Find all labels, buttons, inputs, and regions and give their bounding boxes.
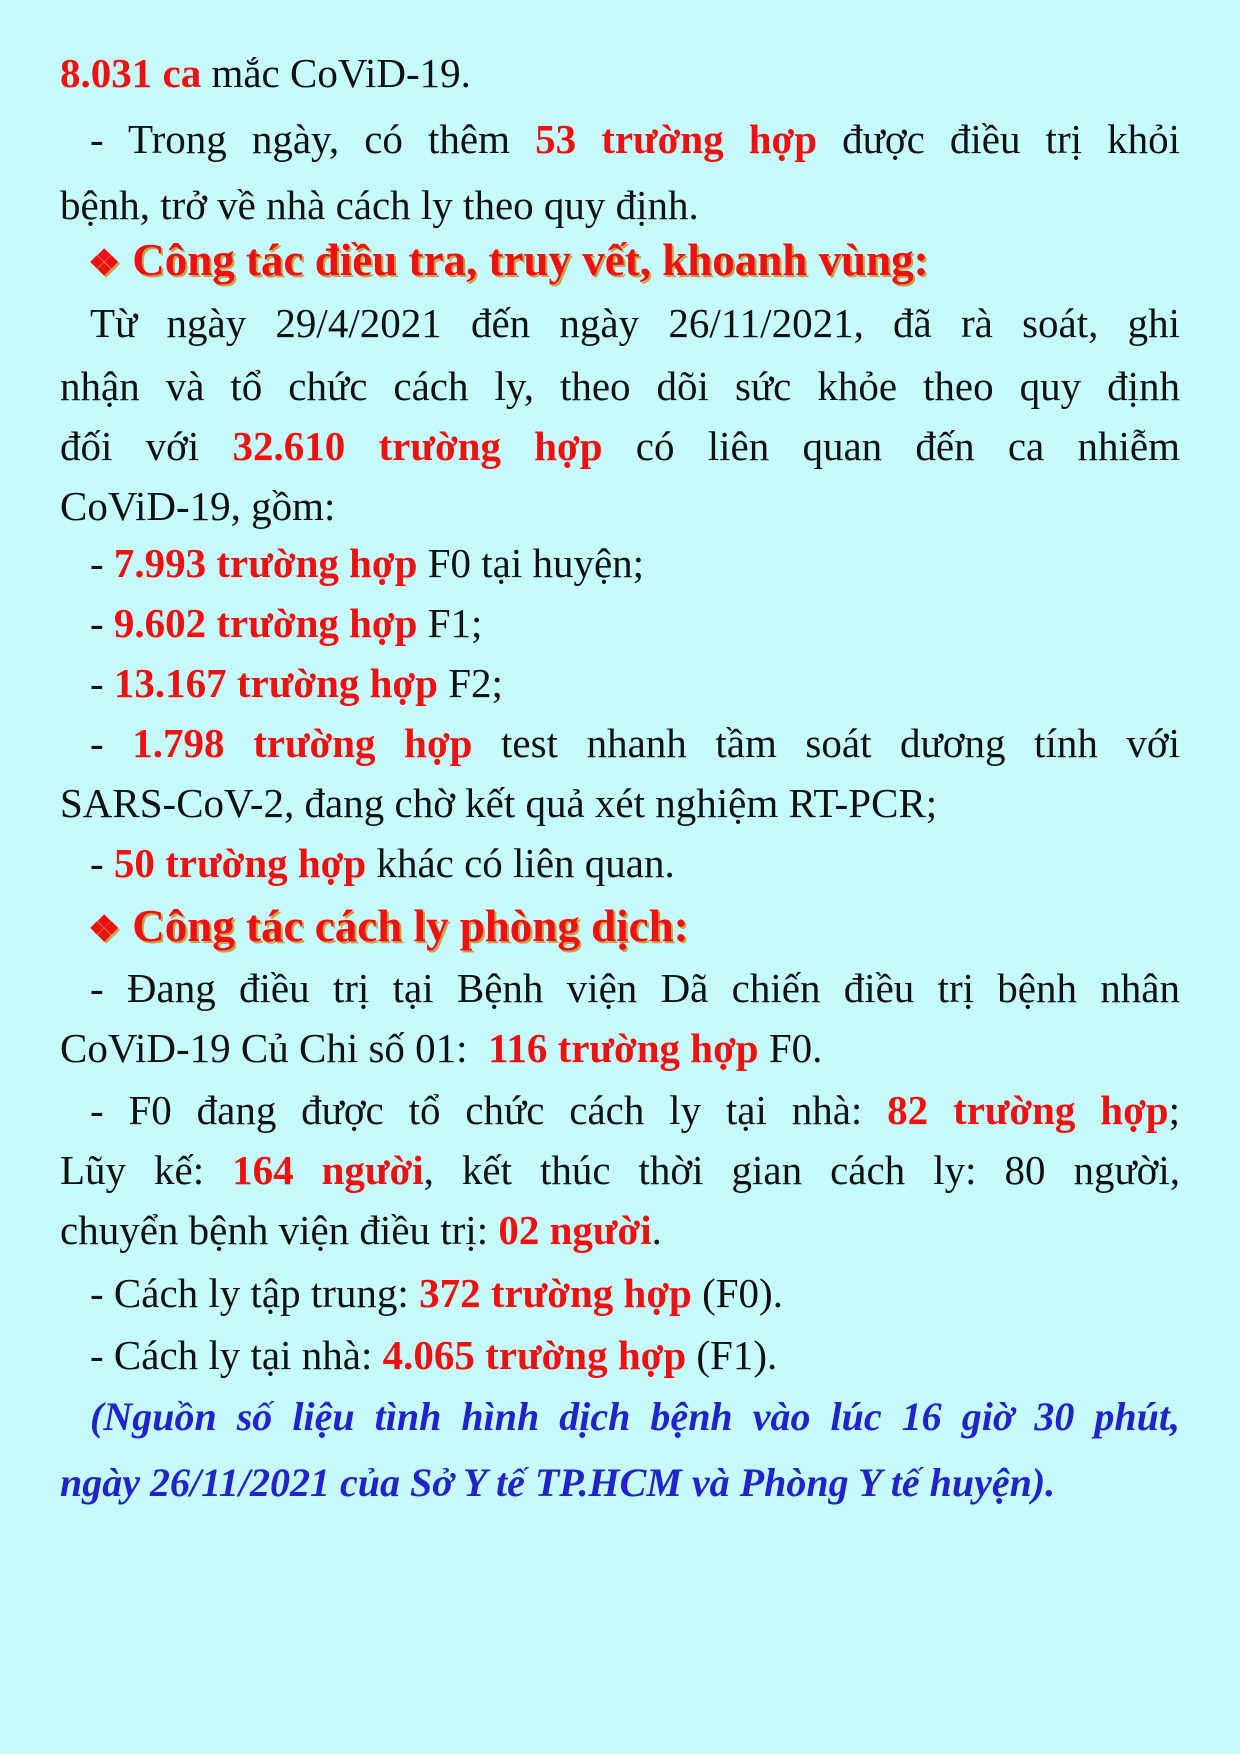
list-item bbox=[60, 650, 1180, 716]
tracing-line-3 bbox=[60, 413, 1180, 479]
isolation-line-5 bbox=[60, 1197, 1180, 1263]
isolation-line-2 bbox=[60, 1015, 1180, 1081]
isolation-text: (F1). bbox=[686, 1332, 778, 1378]
isolation-line-4 bbox=[60, 1137, 1180, 1203]
item-count: 9.602 trường hợp bbox=[113, 600, 418, 646]
intro-line-1 bbox=[60, 40, 1180, 106]
hospital-f0-count: 116 trường hợp bbox=[488, 1025, 759, 1071]
isolation-text: - Cách ly tập trung: bbox=[90, 1270, 420, 1316]
isolation-line-6 bbox=[60, 1260, 1180, 1326]
list-item bbox=[60, 830, 1180, 896]
isolation-text: Lũy kế: bbox=[60, 1147, 233, 1193]
intro-text: - Trong ngày, có thêm bbox=[90, 116, 536, 162]
dash: - bbox=[90, 540, 114, 586]
tracing-text: đối với bbox=[60, 423, 233, 469]
diamond-bullet-icon: ❖ bbox=[88, 909, 121, 949]
tracing-line-4: CoViD-19, gồm: bbox=[60, 483, 336, 529]
cumulative-count: 164 người bbox=[232, 1147, 424, 1193]
item-text: F0 tại huyện; bbox=[417, 540, 645, 586]
transferred-count: 02 người bbox=[498, 1207, 652, 1253]
dash: - bbox=[90, 840, 114, 886]
section-title: Công tác điều tra, truy vết, khoanh vùng: bbox=[132, 235, 929, 285]
isolation-line-3 bbox=[60, 1077, 1180, 1143]
isolation-text: chuyển bệnh viện điều trị: bbox=[60, 1207, 499, 1253]
isolation-text: . bbox=[651, 1207, 662, 1253]
list-item bbox=[60, 590, 1180, 656]
intro-line-3: bệnh, trở về nhà cách ly theo quy định. bbox=[60, 182, 699, 228]
diamond-bullet-icon: ❖ bbox=[88, 243, 121, 283]
section-title: Công tác cách ly phòng dịch: bbox=[132, 901, 689, 951]
list-item bbox=[60, 530, 1180, 596]
isolation-text: - Cách ly tại nhà: bbox=[90, 1332, 383, 1378]
isolation-line-7 bbox=[60, 1322, 1180, 1388]
tracing-text: có liên quan đến ca nhiễm bbox=[602, 423, 1180, 469]
list-item-continuation: SARS-CoV-2, đang chờ kết quả xét nghiệm RT-PCR; bbox=[60, 780, 938, 826]
isolation-text: CoViD-19 Củ Chi số 01: bbox=[60, 1025, 489, 1071]
home-f0-count: 82 trường hợp bbox=[887, 1087, 1169, 1133]
isolation-line-1: - Đang điều trị tại Bệnh viện Dã chiến điều trị bệnh nhân bbox=[90, 965, 1180, 1011]
intro-text: mắc CoViD-19. bbox=[201, 50, 471, 96]
item-count: 1.798 trường hợp bbox=[132, 720, 473, 766]
item-text: khác có liên quan. bbox=[366, 840, 675, 886]
dash: - bbox=[90, 720, 133, 766]
tracing-line-2: nhận và tổ chức cách ly, theo dõi sức khỏe theo quy định bbox=[60, 363, 1180, 409]
section-heading-tracing bbox=[88, 227, 929, 296]
dash: - bbox=[90, 660, 114, 706]
intro-text: được điều trị khỏi bbox=[817, 116, 1180, 162]
isolation-text: - F0 đang được tổ chức cách ly tại nhà: bbox=[90, 1087, 888, 1133]
centralized-count: 372 trường hợp bbox=[419, 1270, 692, 1316]
isolation-text: ; bbox=[1168, 1087, 1180, 1133]
home-f1-count: 4.065 trường hợp bbox=[382, 1332, 687, 1378]
list-item bbox=[60, 710, 1180, 776]
item-count: 13.167 trường hợp bbox=[113, 660, 438, 706]
item-text: F2; bbox=[437, 660, 503, 706]
isolation-text: , kết thúc thời gian cách ly: 80 người, bbox=[423, 1147, 1180, 1193]
case-count: 8.031 ca bbox=[60, 50, 202, 96]
intro-line-2 bbox=[60, 106, 1180, 172]
dash: - bbox=[90, 600, 114, 646]
recovered-count: 53 trường hợp bbox=[535, 116, 818, 162]
isolation-text: (F0). bbox=[691, 1270, 783, 1316]
source-note-line-1: (Nguồn số liệu tình hình dịch bệnh vào lúc 16 giờ 30 phút, bbox=[90, 1394, 1180, 1439]
isolation-text: F0. bbox=[758, 1025, 823, 1071]
section-heading-isolation bbox=[88, 893, 689, 962]
item-count: 7.993 trường hợp bbox=[113, 540, 418, 586]
item-text: test nhanh tầm soát dương tính với bbox=[472, 720, 1180, 766]
item-text: F1; bbox=[417, 600, 483, 646]
tracing-line-1: Từ ngày 29/4/2021 đến ngày 26/11/2021, đã rà soát, ghi bbox=[90, 300, 1180, 346]
source-note-line-2: ngày 26/11/2021 của Sở Y tế TP.HCM và Phòng Y tế huyện). bbox=[60, 1460, 1056, 1505]
item-count: 50 trường hợp bbox=[113, 840, 367, 886]
related-cases-count: 32.610 trường hợp bbox=[232, 423, 603, 469]
